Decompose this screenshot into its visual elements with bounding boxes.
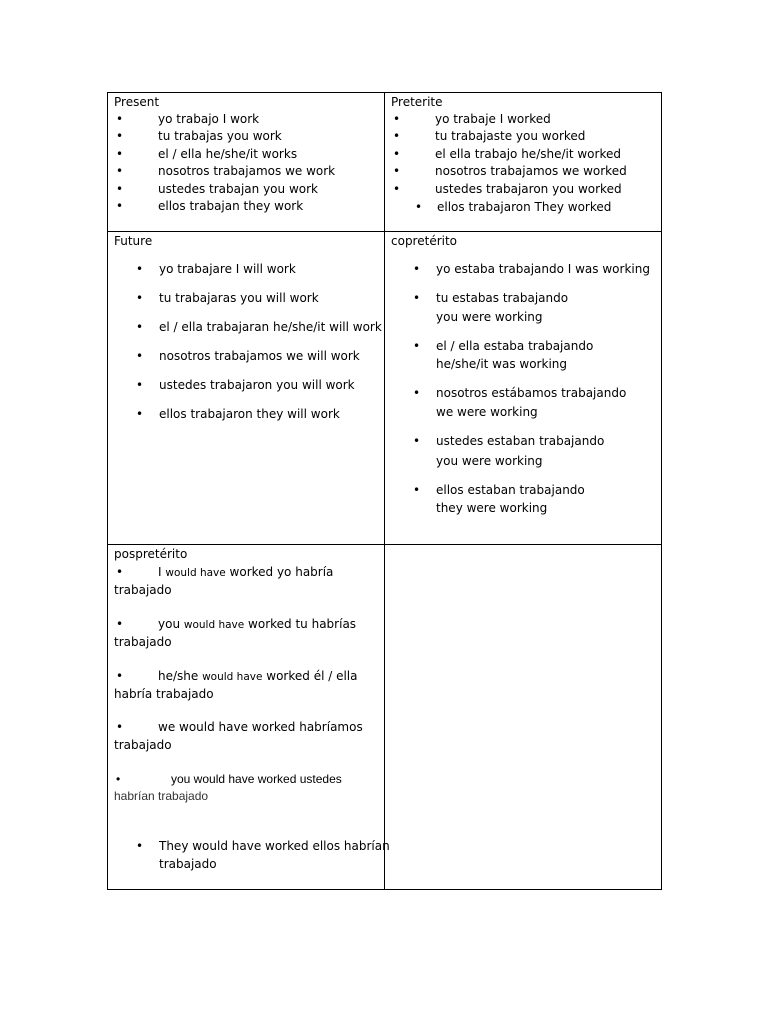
present-cell [108, 93, 385, 232]
copreterito-item: nosotros estábamos trabajando [436, 386, 627, 400]
bullet: • [116, 772, 121, 786]
copreterito-item: tu estabas trabajando [436, 291, 569, 305]
bullet: • [116, 199, 124, 213]
pospreterito-item-cont: habría trabajado [114, 687, 214, 701]
text: I [158, 565, 166, 579]
bullet: • [136, 839, 144, 853]
text: would have [183, 619, 245, 631]
copreterito-cell [385, 232, 662, 545]
copreterito-item-translation: you were working [436, 454, 543, 468]
copreterito-title: copretérito [391, 234, 458, 248]
copreterito-item: yo estaba trabajando I was working [436, 262, 650, 276]
preterite-item: tu trabajaste you worked [435, 129, 586, 143]
bullet: • [415, 200, 423, 214]
present-item: el / ella he/she/it works [158, 147, 298, 161]
copreterito-item: el / ella estaba trabajando [436, 339, 594, 353]
pospreterito-item [158, 564, 333, 581]
preterite-item: el ella trabajo he/she/it worked [435, 147, 621, 161]
bullet: • [136, 349, 144, 363]
future-item: el / ella trabajaran he/she/it will work [159, 320, 382, 334]
bullet: • [116, 129, 124, 143]
bullet: • [116, 164, 124, 178]
future-item: ellos trabajaron they will work [159, 407, 340, 421]
bullet: • [413, 386, 421, 400]
copreterito-item-translation: you were working [436, 310, 543, 324]
pospreterito-item-cont: trabajado [114, 635, 172, 649]
preterite-cell [385, 93, 662, 232]
text: worked yo habría [225, 565, 334, 579]
bullet: • [393, 147, 401, 161]
future-item: ustedes trabajaron you will work [159, 378, 355, 392]
copreterito-item-translation: he/she/it was working [436, 357, 567, 371]
present-title: Present [114, 95, 160, 109]
pospreterito-item-cont: trabajado [159, 857, 217, 871]
pospreterito-item: we would have worked habríamos [158, 720, 363, 734]
text: would have [165, 567, 226, 579]
empty-cell [385, 545, 662, 890]
pospreterito-item [158, 616, 356, 633]
future-item: nosotros trabajamos we will work [159, 349, 360, 363]
present-item: tu trabajas you work [158, 129, 282, 143]
preterite-item: ustedes trabajaron you worked [435, 182, 622, 196]
pospreterito-item: They would have worked ellos habrían [159, 839, 390, 853]
future-title: Future [114, 234, 153, 248]
pospreterito-cell [108, 545, 390, 890]
pospreterito-title: pospretérito [114, 547, 188, 561]
text: worked él / ella [262, 669, 358, 683]
bullet: • [116, 669, 124, 683]
conjugation-table [107, 92, 662, 890]
bullet: • [136, 291, 144, 305]
bullet: • [136, 378, 144, 392]
bullet: • [116, 720, 124, 734]
future-cell [108, 232, 385, 545]
text: he/she [158, 669, 203, 683]
future-item: yo trabajare I will work [159, 262, 296, 276]
pospreterito-item [158, 668, 358, 685]
pospreterito-item-cont: trabajado [114, 583, 172, 597]
bullet: • [413, 483, 421, 497]
bullet: • [116, 112, 124, 126]
bullet: • [116, 182, 124, 196]
preterite-item: nosotros trabajamos we worked [435, 164, 627, 178]
bullet: • [413, 434, 421, 448]
preterite-item: yo trabaje I worked [435, 112, 551, 126]
bullet: • [116, 147, 124, 161]
bullet: • [116, 617, 124, 631]
pospreterito-item-cont: trabajado [114, 738, 172, 752]
pospreterito-item-cont: habrían trabajado [114, 789, 209, 803]
bullet: • [413, 291, 421, 305]
copreterito-item-translation: they were working [436, 501, 548, 515]
bullet: • [413, 339, 421, 353]
copreterito-item: ustedes estaban trabajando [436, 434, 605, 448]
text: worked tu habrías [244, 617, 357, 631]
bullet: • [136, 320, 144, 334]
bullet: • [136, 262, 144, 276]
present-item: yo trabajo I work [158, 112, 260, 126]
preterite-item: ellos trabajaron They worked [437, 200, 612, 214]
bullet: • [413, 262, 421, 276]
text: you [158, 617, 184, 631]
bullet: • [393, 164, 401, 178]
pospreterito-item: you would have worked ustedes [171, 772, 342, 786]
preterite-title: Preterite [391, 95, 443, 109]
bullet: • [116, 565, 124, 579]
present-item: ustedes trabajan you work [158, 182, 318, 196]
bullet: • [393, 112, 401, 126]
bullet: • [393, 182, 401, 196]
bullet: • [393, 129, 401, 143]
present-item: nosotros trabajamos we work [158, 164, 336, 178]
copreterito-item: ellos estaban trabajando [436, 483, 585, 497]
bullet: • [136, 407, 144, 421]
copreterito-item-translation: we were working [436, 405, 538, 419]
future-item: tu trabajaras you will work [159, 291, 319, 305]
present-item: ellos trabajan they work [158, 199, 304, 213]
text: would have [202, 671, 263, 683]
